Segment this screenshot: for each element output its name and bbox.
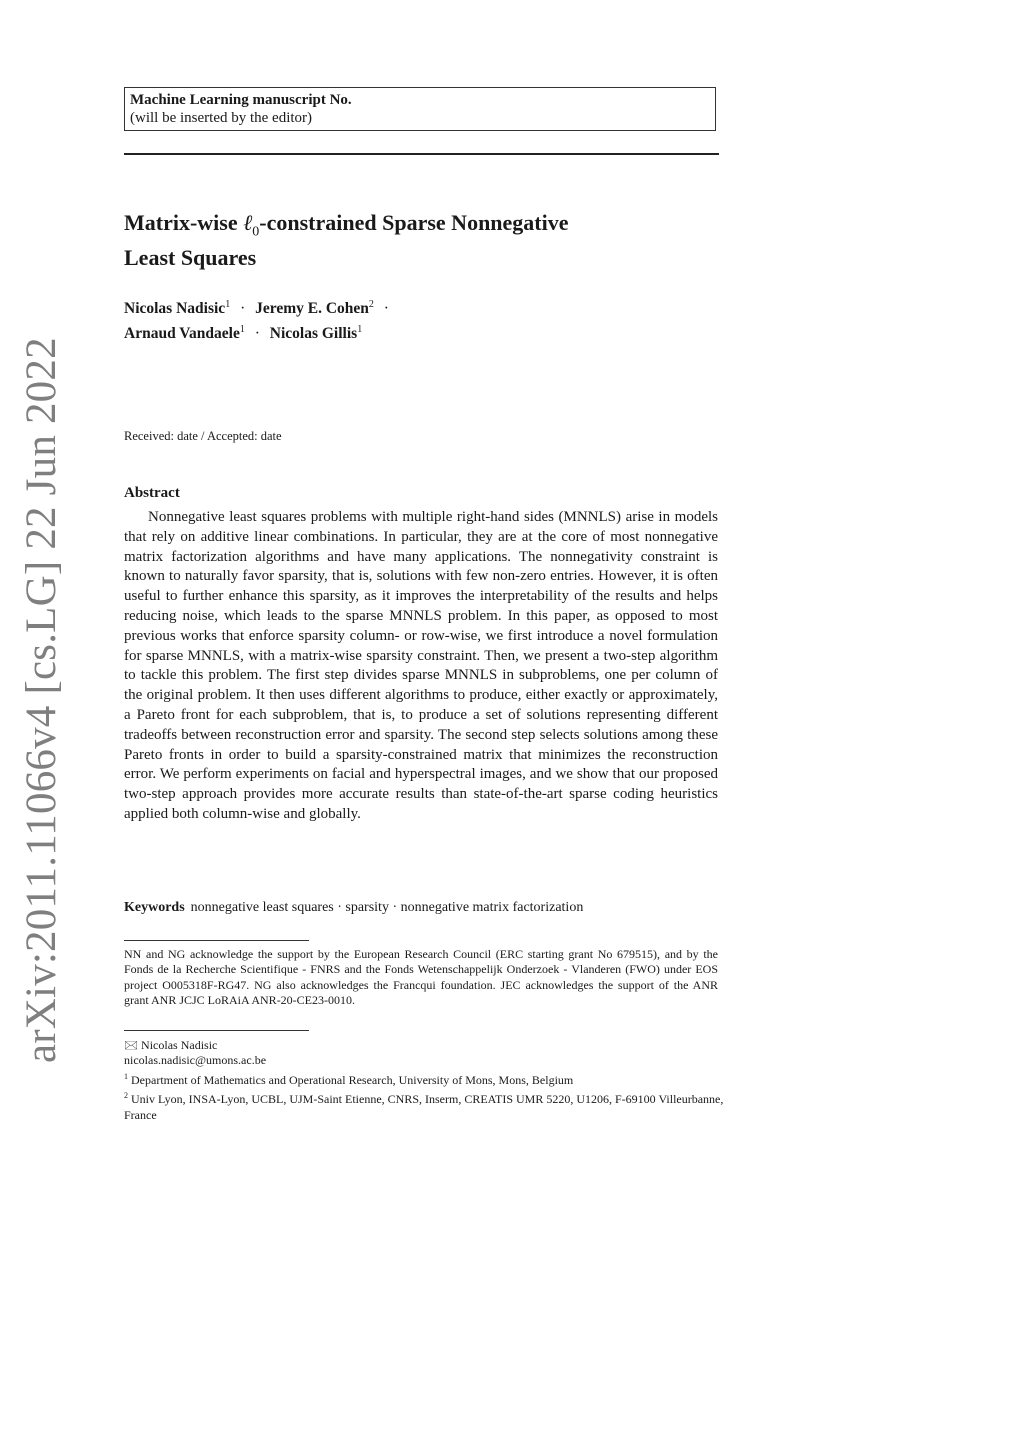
arxiv-identifier-stamp: arXiv:2011.11066v4 [cs.LG] 22 Jun 2022 xyxy=(18,337,65,1063)
editor-note: (will be inserted by the editor) xyxy=(130,110,313,126)
keywords-line xyxy=(124,900,724,916)
keywords-text: nonnegative least squares · sparsity · nonnegative matrix factorization xyxy=(190,900,584,915)
author-name: Jeremy E. Cohen xyxy=(255,300,369,318)
title-ell-symbol: ℓ xyxy=(243,210,253,235)
paper-title xyxy=(124,210,724,271)
abstract-body: Nonnegative least squares problems with multiple right-hand sides (MNNLS) arise in models that rely on additive linear combinations. In particular, they are at the core of most nonnegative matrix factorization algorithms and have many applications. The nonnegativity constraint is known to naturally favor sparsity, that is, solutions with few non-zero entries. However, it is often useful to further enhance this sparsity, as it improves the interpretability of the results and helps reducing noise, which leads to the sparse MNNLS problem. In this paper, as opposed to most previous works that enforce sparsity column- or row-wise, we first introduce a novel formulation for sparse MNNLS, with a matrix-wise sparsity constraint. Then, we present a two-step algorithm to tackle this problem. The first step divides sparse MNNLS in subproblems, one per column of the original problem. It then uses different algorithms to produce, either exactly or approximately, a Pareto front for each subproblem, that is, to produce a set of solutions representing different tradeoffs between reconstruction error and sparsity. The second step selects solutions among these Pareto fronts in order to build a sparsity-constrained matrix that minimizes the reconstruction error. We perform experiments on facial and hyperspectral images, and we show that our proposed two-step approach provides more accurate results than state-of-the-art sparse coding heuristics applied both column-wise and globally. xyxy=(124,509,718,822)
funding-footnote: NN and NG acknowledge the support by the European Research Council (ERC starting grant No 679515), and by the Fonds de la Recherche Scientifique - FNRS and the Fonds Wetenschappelijk Onderzoek - Vlanderen (FWO) under EOS project O005318F-RG47. NG also acknowledges the Francqui foundation. JEC acknowledges the support of the ANR grant ANR JCJC LoRAiA ANR-20-CE23-0010. xyxy=(124,947,718,1008)
abstract-heading: Abstract xyxy=(124,485,180,501)
author-separator: · xyxy=(240,300,246,318)
header-rule xyxy=(124,153,719,155)
title-part1: Matrix-wise xyxy=(124,210,244,235)
footnote-rule xyxy=(124,940,309,941)
author-name: Nicolas Gillis xyxy=(269,325,358,343)
author-name: Nicolas Nadisic xyxy=(124,300,226,318)
received-date: Received: date / Accepted: date xyxy=(124,429,282,443)
author-separator: · xyxy=(383,300,389,318)
author-affiliation: 1 xyxy=(357,324,363,336)
author-list xyxy=(124,294,724,344)
journal-header-box xyxy=(124,87,716,131)
title-subscript: 0 xyxy=(252,224,260,240)
contact-email[interactable]: nicolas.nadisic@umons.ac.be xyxy=(124,1053,267,1068)
author-affiliation: 1 xyxy=(225,299,231,310)
contact-block xyxy=(124,1038,724,1123)
contact-name: Nicolas Nadisic xyxy=(141,1038,218,1052)
author-affiliation: 2 xyxy=(368,299,374,310)
title-line2: Least Squares xyxy=(124,245,257,271)
affiliation-mark: 1 xyxy=(124,1071,128,1081)
journal-name: Machine Learning manuscript No. xyxy=(130,92,352,108)
contact-rule xyxy=(124,1030,309,1031)
author-affiliation: 1 xyxy=(239,324,245,336)
author-separator: · xyxy=(254,325,260,343)
keywords-label: Keywords xyxy=(124,900,185,915)
affiliation-1: Department of Mathematics and Operational Research, University of Mons, Mons, Belgium xyxy=(131,1072,574,1087)
author-name: Arnaud Vandaele xyxy=(124,325,240,343)
title-part2: -constrained Sparse Nonnegative xyxy=(259,210,569,235)
affiliation-mark: 2 xyxy=(124,1091,128,1101)
envelope-icon: 🖂 xyxy=(124,1038,139,1052)
affiliation-2: Univ Lyon, INSA-Lyon, UCBL, UJM-Saint Etienne, CNRS, Inserm, CREATIS UMR 5220, U1206, F-69100 Villeurbanne, France xyxy=(124,1092,724,1122)
